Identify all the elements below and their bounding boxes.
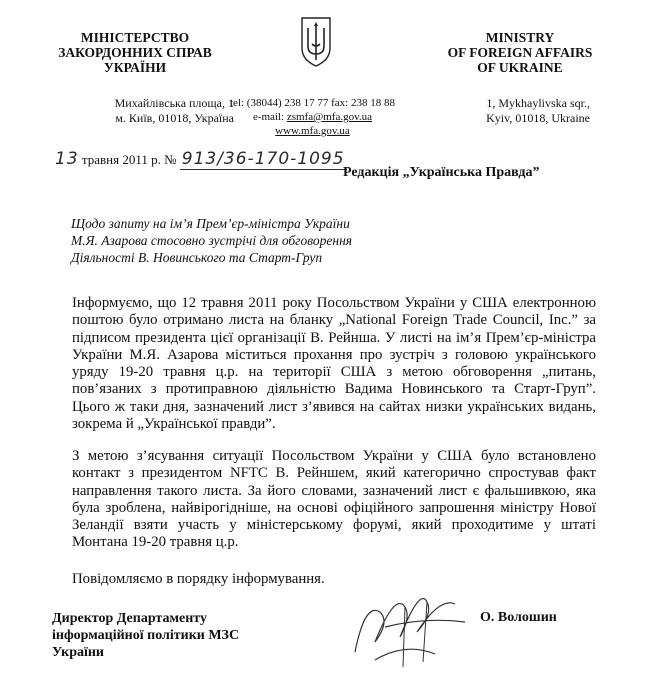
address-ua-line: м. Київ, 01018, Україна xyxy=(115,111,234,125)
body-paragraph-2: З метою з’ясування ситуації Посольством України у США було встановлено контакт з президентом NFTC В. Рейншем, який категорично спростував факт направлення такого листа. За його словами, зазначений лист є фальшивкою, яка була зроблена, найвірогідніше, на основі офіційного запрошення міністру Нової Зеландії взяти участь у міністерському форумі, який проходитиме у штаті Монтана 19-20 травня ц.р. xyxy=(72,448,596,551)
signatory-title-line: України xyxy=(52,645,105,660)
email-link[interactable]: zsmfa@mfa.gov.ua xyxy=(286,111,373,123)
subject-line: Щодо запиту на ім’я Прем’єр-міністра України xyxy=(71,216,350,231)
address-ukrainian xyxy=(84,96,234,126)
website-link[interactable]: www.mfa.gov.ua xyxy=(275,125,350,137)
body-paragraph-3: Повідомляємо в порядку інформування. xyxy=(72,571,325,587)
ministry-name-english xyxy=(395,30,595,75)
dateline-text: травня 2011 р. № xyxy=(78,152,180,167)
ministry-name-ukrainian xyxy=(40,30,230,75)
signatory-title xyxy=(52,610,239,661)
ministry-name-en-line: OF UKRAINE xyxy=(477,60,563,75)
recipient: Редакція „Українська Правда” xyxy=(343,165,540,180)
signatory-name: О. Волошин xyxy=(480,610,557,625)
email-prefix: e-mail: xyxy=(252,111,287,123)
address-ua-line: Михайлівська площа, 1 xyxy=(114,96,234,110)
signatory-title-line: Директор Департаменту xyxy=(52,611,207,626)
handwritten-day: 13 xyxy=(55,149,79,169)
trident-coat-of-arms-icon xyxy=(298,14,334,68)
ministry-name-ua-line: МІНІСТЕРСТВО xyxy=(80,30,190,45)
phone-fax: tel: (38044) 238 17 77 fax: 238 18 88 xyxy=(230,97,395,109)
body-paragraph-1: Інформуємо, що 12 травня 2011 року Посольством України у США електронною поштою було отримано листа на бланку „National Foreign Trade Council, Inc.” за підписом президента цієї організації В. Рейнша. У листі на ім’я Прем’єр-міністра України М.Я. Азарова міститься прохання про зустріч з головою українського уряду 19-20 травня ц.р. на території США з метою обговорення „питань, пов’язаних з протиправною діяльністю Вадима Новинського та Старт-Груп”. Цього ж таки дня, зазначений лист з’явився на сайтах низки українських видань, зокрема й „Української правди”. xyxy=(72,295,596,433)
address-en-line: 1, Mykhaylivska sqr., xyxy=(486,96,590,110)
dateline xyxy=(55,149,347,169)
subject xyxy=(71,215,352,266)
subject-line: Діяльності В. Новинського та Старт-Груп xyxy=(71,250,323,265)
signatory-title-line: інформаційної політики МЗС xyxy=(52,628,240,643)
ministry-name-ua-line: УКРАЇНИ xyxy=(103,60,167,75)
contact-block xyxy=(225,96,400,138)
subject-line: М.Я. Азарова стосовно зустрічі для обговорення xyxy=(71,233,353,248)
handwritten-signature-icon xyxy=(345,582,475,672)
handwritten-document-number: 913/36-170-1095 xyxy=(181,149,345,169)
ministry-name-en-line: OF FOREIGN AFFAIRS xyxy=(447,45,593,60)
email-line xyxy=(225,110,400,124)
ministry-name-ua-line: ЗАКОРДОННИХ СПРАВ xyxy=(58,45,212,60)
address-english xyxy=(420,96,590,126)
address-en-line: Kyiv, 01018, Ukraine xyxy=(486,111,590,125)
ministry-name-en-line: MINISTRY xyxy=(485,30,555,45)
